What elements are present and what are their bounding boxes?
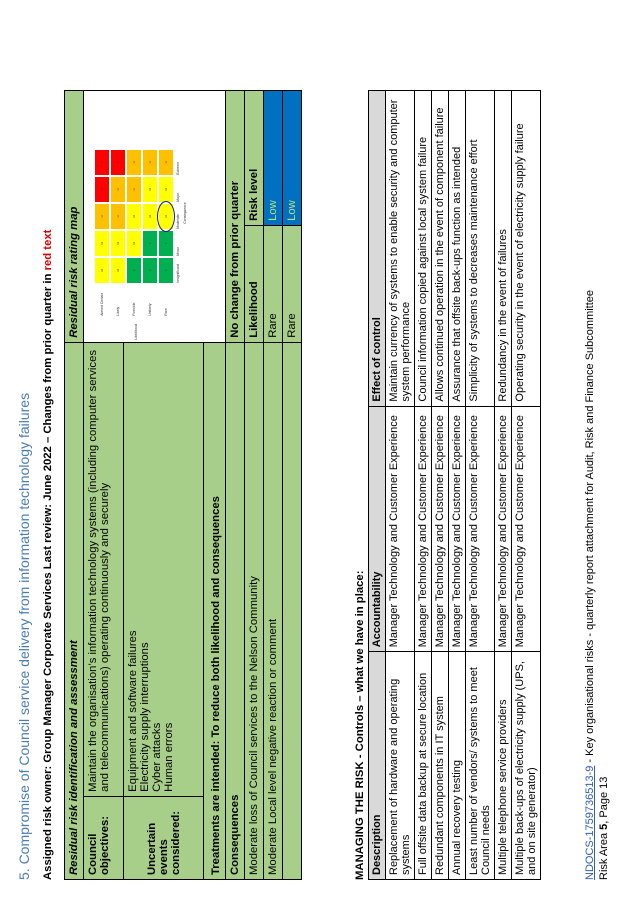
heatmap-cell: M bbox=[126, 203, 142, 230]
control-accountability: Manager Technology and Customer Experience bbox=[449, 406, 466, 652]
heatmap-row-label: Almost Certain bbox=[100, 292, 104, 316]
table-row bbox=[432, 91, 449, 880]
table-row bbox=[449, 91, 466, 880]
risk-level-value: Low bbox=[264, 91, 283, 226]
events-label: Uncertain events considered: bbox=[124, 796, 204, 879]
heatmap-cell: M bbox=[126, 230, 142, 257]
footer-text: - Key organisational risks - quarterly report attachment for Audit, Risk and Finance Subcommittee bbox=[584, 289, 596, 766]
column-header-effect: Effect of control bbox=[369, 91, 386, 407]
risk-level-label: Risk level bbox=[245, 91, 264, 226]
consequence-row-empty bbox=[283, 342, 302, 879]
risk-assessment-table bbox=[64, 90, 302, 880]
heatmap-likelihood-axis: Likelihood bbox=[134, 324, 138, 340]
control-accountability: Manager Technology and Customer Experience bbox=[386, 406, 415, 652]
control-accountability: Manager Technology and Customer Experience bbox=[466, 406, 495, 652]
objectives-text: Maintain the organisation’s information technology systems (including computer services and telecommunications) operating continuously and securely bbox=[84, 342, 124, 796]
heatmap bbox=[84, 134, 196, 342]
control-accountability: Manager Technology and Customer Experience bbox=[495, 406, 512, 652]
owner-text: Assigned risk owner: Group Manager Corporate Services Last review: June 2022 – Changes from prior quarter in bbox=[42, 270, 54, 880]
treatments-text: Treatments are intended: To reduce both likelihood and consequences bbox=[204, 342, 226, 879]
controls-heading: MANAGING THE RISK - Controls – what we have in place: bbox=[354, 570, 366, 880]
heatmap-row-label: Possible bbox=[132, 302, 136, 316]
control-accountability: Manager Technology and Customer Experience bbox=[512, 406, 541, 652]
heatmap-cell: M bbox=[110, 230, 126, 257]
control-effect: Assurance that offsite back-ups function as intended bbox=[449, 91, 466, 407]
column-header-accountability: Accountability bbox=[369, 406, 386, 652]
control-description: Full offsite data backup at secure location bbox=[415, 652, 432, 880]
risk-rating-map bbox=[84, 91, 226, 343]
table-row bbox=[466, 91, 495, 880]
heatmap-cell: L bbox=[158, 257, 174, 284]
likelihood-label: Likelihood bbox=[245, 225, 264, 342]
heatmap-cell: L bbox=[158, 230, 174, 257]
heatmap-cell: M bbox=[110, 257, 126, 284]
events-list bbox=[124, 342, 204, 796]
event-item: Cyber attacks bbox=[151, 722, 163, 792]
heatmap-row-label: Rare bbox=[164, 308, 168, 316]
control-description: Multiple back-ups of electricity supply (UPS, and on site generator) bbox=[512, 652, 541, 880]
likelihood-value: Rare bbox=[283, 225, 302, 342]
footer-page-line bbox=[598, 777, 610, 880]
table-row bbox=[512, 91, 541, 880]
heatmap-col-label: Minor bbox=[176, 247, 180, 256]
heatmap-cell: H bbox=[110, 176, 126, 203]
no-change-label: No change from prior quarter bbox=[226, 91, 245, 343]
event-item: Equipment and software failures bbox=[127, 630, 139, 792]
heatmap-cell: M bbox=[142, 176, 158, 203]
control-description: Least number of vendors/ systems to meet Council needs bbox=[466, 652, 495, 880]
map-heading: Residual risk rating map bbox=[65, 91, 84, 343]
footer-risk-number: 5 bbox=[598, 823, 610, 830]
control-description: Replacement of hardware and operating systems bbox=[386, 652, 415, 880]
heatmap-cell: M bbox=[158, 203, 174, 230]
column-header-description: Description bbox=[369, 652, 386, 880]
heatmap-cell: H bbox=[158, 149, 174, 176]
controls-table bbox=[368, 90, 541, 880]
heatmap-col-label: Insignificant bbox=[176, 264, 180, 283]
event-item: Electricity supply interruptions bbox=[139, 642, 151, 792]
heatmap-cell: E bbox=[94, 176, 110, 203]
control-effect: Redundancy in the event of failures bbox=[495, 91, 512, 407]
control-effect: Council information copied against local system failure bbox=[415, 91, 432, 407]
page-title: 5. Compromise of Council service delivery from information technology failures bbox=[16, 392, 32, 880]
consequence-row: Moderate loss of Council services to the Nelson Community bbox=[245, 342, 264, 879]
control-effect: Simplicity of systems to decreases maintenance effort bbox=[466, 91, 495, 407]
control-description: Multiple telephone service providers bbox=[495, 652, 512, 880]
heatmap-cell: M bbox=[94, 230, 110, 257]
footer-risk-area: Risk Area bbox=[598, 829, 610, 880]
control-effect: Maintain currency of systems to enable security and computer system performance bbox=[386, 91, 415, 407]
heatmap-cell: M bbox=[158, 176, 174, 203]
heatmap-cell: L bbox=[126, 257, 142, 284]
objectives-label: Council objectives: bbox=[84, 796, 124, 879]
red-text-label: red text bbox=[42, 229, 54, 271]
footer-page: , Page 13 bbox=[598, 776, 610, 824]
control-description: Annual recovery testing bbox=[449, 652, 466, 880]
control-accountability: Manager Technology and Customer Experience bbox=[432, 406, 449, 652]
table-row bbox=[415, 91, 432, 880]
heatmap-cell: E bbox=[94, 149, 110, 176]
heatmap-cell: H bbox=[142, 149, 158, 176]
control-effect: Operating security in the event of electricity supply failure bbox=[512, 91, 541, 407]
heatmap-cell: H bbox=[94, 203, 110, 230]
risk-owner-line bbox=[42, 230, 54, 880]
risk-level-value: Low bbox=[283, 91, 302, 226]
control-effect: Allows continued operation in the event of component failure bbox=[432, 91, 449, 407]
heatmap-cell: H bbox=[126, 149, 142, 176]
table-row bbox=[386, 91, 415, 880]
heatmap-col-label: Extreme bbox=[176, 161, 180, 175]
consequence-row: Moderate Local level negative reaction or comment bbox=[264, 342, 283, 879]
heatmap-col-label: Major bbox=[176, 193, 180, 202]
heatmap-cell: M bbox=[94, 257, 110, 284]
identification-heading: Residual risk identification and assessment bbox=[65, 342, 84, 879]
heatmap-cell: H bbox=[110, 203, 126, 230]
heatmap-col-label: Moderate bbox=[176, 214, 180, 229]
table-row bbox=[495, 91, 512, 880]
likelihood-value: Rare bbox=[264, 225, 283, 342]
heatmap-cell: M bbox=[142, 203, 158, 230]
control-description: Redundant components in IT system bbox=[432, 652, 449, 880]
consequences-label: Consequences bbox=[226, 342, 245, 879]
heatmap-consequence-axis: Consequence bbox=[183, 202, 187, 224]
footer-line bbox=[584, 290, 596, 880]
heatmap-row-label: Likely bbox=[116, 306, 120, 316]
event-item: Human errors bbox=[163, 722, 175, 792]
control-accountability: Manager Technology and Customer Experience bbox=[415, 406, 432, 652]
document-link[interactable]: NDOCS-1759736513-9 bbox=[584, 765, 596, 880]
heatmap-cell: L bbox=[142, 257, 158, 284]
heatmap-cell: E bbox=[110, 149, 126, 176]
current-position-marker bbox=[157, 201, 175, 232]
heatmap-row-label: Unlikely bbox=[148, 303, 152, 316]
heatmap-cell: L bbox=[142, 230, 158, 257]
heatmap-cell: H bbox=[126, 176, 142, 203]
